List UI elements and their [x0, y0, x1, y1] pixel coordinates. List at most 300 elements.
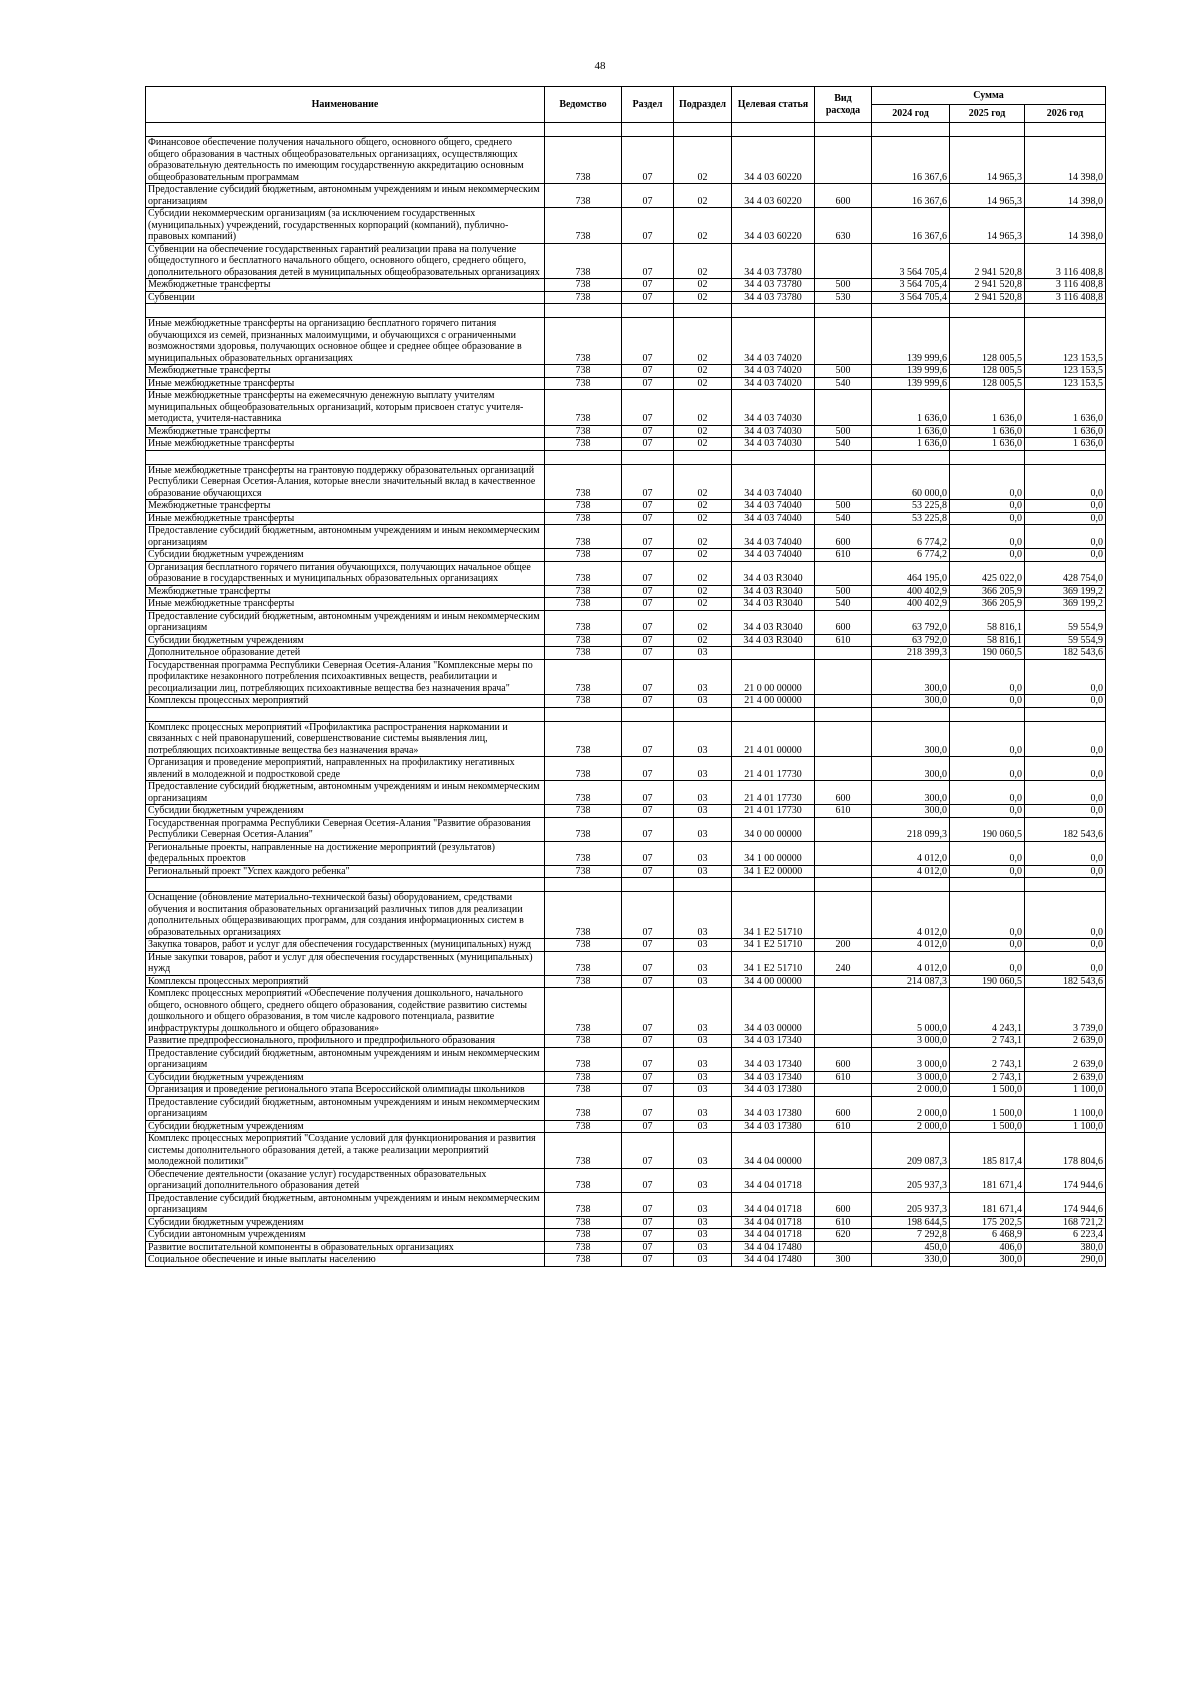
- table-cell-expense-type: 600: [815, 525, 872, 549]
- table-cell-podrazdel: 02: [674, 525, 732, 549]
- table-cell-2025: 0,0: [950, 892, 1025, 939]
- col-header-podrazdel: Подраздел: [674, 87, 732, 123]
- table-cell-podrazdel: 03: [674, 1216, 732, 1229]
- table-cell-2026: 290,0: [1025, 1254, 1106, 1267]
- table-cell-expense-type: 610: [815, 1216, 872, 1229]
- table-cell-vedomstvo: 738: [545, 817, 622, 841]
- table-cell-vedomstvo: 738: [545, 561, 622, 585]
- table-cell-podrazdel: 03: [674, 1168, 732, 1192]
- table-cell-2025: 0,0: [950, 865, 1025, 878]
- table-cell-podrazdel: 02: [674, 318, 732, 365]
- table-cell-2025: 366 205,9: [950, 598, 1025, 611]
- table-cell-expense-type: [815, 561, 872, 585]
- table-cell-razdel: 07: [622, 512, 674, 525]
- table-cell-expense-type: 630: [815, 208, 872, 244]
- table-cell-target-article: 34 1 00 00000: [732, 841, 815, 865]
- table-cell-2024: 2 000,0: [872, 1120, 950, 1133]
- table-cell-2024: 1 636,0: [872, 425, 950, 438]
- table-cell-name: Развитие предпрофессионального, профильного и предпрофильного образования: [146, 1035, 545, 1048]
- table-cell-2026: 0,0: [1025, 695, 1106, 708]
- table-cell-razdel: 07: [622, 1229, 674, 1242]
- table-cell-vedomstvo: 738: [545, 721, 622, 757]
- table-row: [146, 525, 1106, 549]
- table-cell-name: Комплекс процессных мероприятий "Создание условий для функционирования и развития системы дополнительного образования детей, а также реализации мероприятий молодежной политики": [146, 1133, 545, 1169]
- table-cell-razdel: 07: [622, 841, 674, 865]
- table-cell-2024: 205 937,3: [872, 1192, 950, 1216]
- table-cell-2026: 1 636,0: [1025, 438, 1106, 451]
- table-cell-2024: 16 367,6: [872, 137, 950, 184]
- table-cell-podrazdel: 03: [674, 841, 732, 865]
- table-cell-name: Организация и проведение регионального этапа Всероссийской олимпиады школьников: [146, 1084, 545, 1097]
- table-cell-razdel: 07: [622, 390, 674, 426]
- table-cell-podrazdel: 03: [674, 1071, 732, 1084]
- table-cell-2024: 4 012,0: [872, 951, 950, 975]
- table-cell-target-article: 34 4 03 74030: [732, 425, 815, 438]
- table-cell-razdel: 07: [622, 464, 674, 500]
- table-cell-podrazdel: 02: [674, 512, 732, 525]
- table-cell-2025: 1 500,0: [950, 1120, 1025, 1133]
- table-row-spacer: [146, 707, 1106, 721]
- table-row-spacer: [146, 878, 1106, 892]
- table-cell-razdel: 07: [622, 1047, 674, 1071]
- table-cell-name: Предоставление субсидий бюджетным, автономным учреждениям и иным некоммерческим организациям: [146, 1192, 545, 1216]
- table-cell-vedomstvo: 738: [545, 1084, 622, 1097]
- table-cell-2024: 16 367,6: [872, 208, 950, 244]
- table-cell-name: Комплексы процессных мероприятий: [146, 975, 545, 988]
- table-cell-2025: 2 743,1: [950, 1071, 1025, 1084]
- table-cell-target-article: 34 4 03 R3040: [732, 634, 815, 647]
- table-cell-razdel: 07: [622, 425, 674, 438]
- table-cell-podrazdel: 03: [674, 1192, 732, 1216]
- table-cell-name: Обеспечение деятельности (оказание услуг) государственных образовательных организаций дополнительного образования детей: [146, 1168, 545, 1192]
- table-cell-podrazdel: 02: [674, 279, 732, 292]
- table-cell-razdel: 07: [622, 781, 674, 805]
- table-cell-expense-type: [815, 304, 872, 318]
- table-cell-name: Дополнительное образование детей: [146, 647, 545, 660]
- col-header-sum: Сумма: [872, 87, 1106, 105]
- table-cell-2026: 369 199,2: [1025, 585, 1106, 598]
- table-row: [146, 1035, 1106, 1048]
- table-cell-target-article: [732, 304, 815, 318]
- table-cell-expense-type: 500: [815, 279, 872, 292]
- table-cell-2026: 2 639,0: [1025, 1071, 1106, 1084]
- table-row: [146, 865, 1106, 878]
- table-cell-podrazdel: 02: [674, 291, 732, 304]
- table-cell-target-article: 21 4 00 00000: [732, 695, 815, 708]
- table-row: [146, 598, 1106, 611]
- table-cell-2025: 300,0: [950, 1254, 1025, 1267]
- table-cell-expense-type: 540: [815, 377, 872, 390]
- table-cell-expense-type: [815, 390, 872, 426]
- table-cell-vedomstvo: 738: [545, 1035, 622, 1048]
- table-cell-2026: 168 721,2: [1025, 1216, 1106, 1229]
- table-cell-razdel: 07: [622, 647, 674, 660]
- table-row: [146, 757, 1106, 781]
- table-cell-vedomstvo: 738: [545, 243, 622, 279]
- table-cell-name: Субвенции: [146, 291, 545, 304]
- table-cell-2025: 0,0: [950, 512, 1025, 525]
- table-cell-2024: 63 792,0: [872, 634, 950, 647]
- table-cell-name: Комплексы процессных мероприятий: [146, 695, 545, 708]
- table-cell-2025: [950, 304, 1025, 318]
- col-header-name: Наименование: [146, 87, 545, 123]
- table-cell-2026: [1025, 304, 1106, 318]
- table-cell-2024: 3 000,0: [872, 1047, 950, 1071]
- table-cell-2024: 300,0: [872, 695, 950, 708]
- table-cell-expense-type: [815, 1035, 872, 1048]
- table-cell-vedomstvo: 738: [545, 549, 622, 562]
- table-cell-name: Организация бесплатного горячего питания обучающихся, получающих начальное общее образование в государственных и муниципальных образовательных организациях: [146, 561, 545, 585]
- table-row: [146, 988, 1106, 1035]
- table-cell-2024: 6 774,2: [872, 549, 950, 562]
- table-cell-expense-type: 500: [815, 365, 872, 378]
- table-cell-2024: 1 636,0: [872, 438, 950, 451]
- table-cell-2025: 2 941 520,8: [950, 291, 1025, 304]
- table-cell-expense-type: 200: [815, 939, 872, 952]
- table-cell-2025: 0,0: [950, 464, 1025, 500]
- table-row: [146, 390, 1106, 426]
- table-cell-podrazdel: 03: [674, 659, 732, 695]
- table-cell-2024: 330,0: [872, 1254, 950, 1267]
- table-cell-razdel: 07: [622, 208, 674, 244]
- col-header-vedomstvo: Ведомство: [545, 87, 622, 123]
- table-cell-name: Закупка товаров, работ и услуг для обеспечения государственных (муниципальных) нужд: [146, 939, 545, 952]
- table-row: [146, 1084, 1106, 1097]
- table-cell-name: Иные межбюджетные трансферты на ежемесячную денежную выплату учителям муниципальных общеобразовательных организаций, которым присвоен статус учителя-методиста, учителя-наставника: [146, 390, 545, 426]
- table-cell-podrazdel: 03: [674, 781, 732, 805]
- table-cell-2024: [872, 878, 950, 892]
- table-cell-podrazdel: 02: [674, 585, 732, 598]
- table-cell-name: [146, 878, 545, 892]
- table-cell-razdel: 07: [622, 438, 674, 451]
- table-cell-2026: 0,0: [1025, 512, 1106, 525]
- table-cell-2024: 400 402,9: [872, 598, 950, 611]
- table-cell-podrazdel: 03: [674, 1229, 732, 1242]
- table-row: [146, 975, 1106, 988]
- table-cell-podrazdel: 03: [674, 1254, 732, 1267]
- table-cell-podrazdel: 02: [674, 598, 732, 611]
- table-cell-expense-type: [815, 817, 872, 841]
- table-cell-2025: 175 202,5: [950, 1216, 1025, 1229]
- table-cell-razdel: [622, 123, 674, 137]
- table-cell-2024: 3 564 705,4: [872, 243, 950, 279]
- table-cell-expense-type: 610: [815, 1120, 872, 1133]
- table-cell-target-article: 34 4 03 17340: [732, 1047, 815, 1071]
- table-cell-expense-type: 500: [815, 425, 872, 438]
- table-cell-2025: 58 816,1: [950, 634, 1025, 647]
- table-cell-target-article: 34 4 03 73780: [732, 279, 815, 292]
- table-cell-target-article: 34 4 03 74040: [732, 500, 815, 513]
- table-cell-2024: 53 225,8: [872, 500, 950, 513]
- table-cell-2024: 53 225,8: [872, 512, 950, 525]
- table-cell-target-article: 34 1 E2 51710: [732, 951, 815, 975]
- table-cell-vedomstvo: [545, 878, 622, 892]
- table-cell-name: Комплекс процессных мероприятий «Обеспечение получения дошкольного, начального общего, основного общего, среднего общего образования, содействие развитию системы дошкольного и общего образования, в том числе кадрового потенциала, развитие инфраструктуры дошкольного и общего образования»: [146, 988, 545, 1035]
- table-row: [146, 438, 1106, 451]
- table-cell-podrazdel: 03: [674, 695, 732, 708]
- table-cell-expense-type: [815, 865, 872, 878]
- table-cell-target-article: [732, 450, 815, 464]
- table-cell-2024: 7 292,8: [872, 1229, 950, 1242]
- table-cell-expense-type: 540: [815, 438, 872, 451]
- table-cell-razdel: [622, 450, 674, 464]
- table-cell-podrazdel: 02: [674, 425, 732, 438]
- table-body: [146, 123, 1106, 1267]
- table-cell-2026: 0,0: [1025, 865, 1106, 878]
- table-cell-2025: 1 636,0: [950, 390, 1025, 426]
- table-cell-name: Предоставление субсидий бюджетным, автономным учреждениям и иным некоммерческим организациям: [146, 1047, 545, 1071]
- table-cell-target-article: 34 4 03 60220: [732, 208, 815, 244]
- table-cell-target-article: 34 1 E2 51710: [732, 939, 815, 952]
- table-cell-name: Государственная программа Республики Северная Осетия-Алания "Развитие образования Республики Северная Осетия-Алания": [146, 817, 545, 841]
- table-cell-name: Иные межбюджетные трансферты: [146, 438, 545, 451]
- table-row: [146, 659, 1106, 695]
- table-row: [146, 1254, 1106, 1267]
- table-row: [146, 892, 1106, 939]
- table-cell-target-article: 34 4 03 74040: [732, 512, 815, 525]
- table-cell-podrazdel: 02: [674, 137, 732, 184]
- table-cell-target-article: 34 4 03 00000: [732, 988, 815, 1035]
- table-cell-2025: 1 636,0: [950, 425, 1025, 438]
- table-cell-razdel: 07: [622, 184, 674, 208]
- table-cell-2026: [1025, 123, 1106, 137]
- table-cell-name: Иные межбюджетные трансферты: [146, 598, 545, 611]
- table-cell-2025: 1 500,0: [950, 1096, 1025, 1120]
- table-cell-2025: 190 060,5: [950, 817, 1025, 841]
- table-row: [146, 1096, 1106, 1120]
- table-cell-expense-type: [815, 721, 872, 757]
- table-row-spacer: [146, 304, 1106, 318]
- table-cell-expense-type: 600: [815, 1192, 872, 1216]
- table-cell-2026: 6 223,4: [1025, 1229, 1106, 1242]
- table-cell-vedomstvo: 738: [545, 1168, 622, 1192]
- table-cell-2025: [950, 123, 1025, 137]
- table-cell-razdel: 07: [622, 1035, 674, 1048]
- table-cell-expense-type: [815, 975, 872, 988]
- table-cell-2024: 4 012,0: [872, 865, 950, 878]
- table-cell-2026: 1 636,0: [1025, 390, 1106, 426]
- table-cell-razdel: 07: [622, 243, 674, 279]
- table-cell-2026: 0,0: [1025, 841, 1106, 865]
- table-cell-2025: 0,0: [950, 757, 1025, 781]
- table-cell-name: Социальное обеспечение и иные выплаты населению: [146, 1254, 545, 1267]
- table-cell-2026: 0,0: [1025, 464, 1106, 500]
- table-cell-vedomstvo: 738: [545, 634, 622, 647]
- table-cell-target-article: 34 4 03 17340: [732, 1071, 815, 1084]
- table-cell-2025: 185 817,4: [950, 1133, 1025, 1169]
- table-cell-razdel: 07: [622, 549, 674, 562]
- table-cell-2025: 0,0: [950, 805, 1025, 818]
- table-cell-vedomstvo: 738: [545, 1133, 622, 1169]
- table-cell-expense-type: [815, 243, 872, 279]
- table-cell-target-article: 34 4 03 R3040: [732, 585, 815, 598]
- table-cell-razdel: 07: [622, 610, 674, 634]
- page-number: 48: [594, 60, 606, 72]
- table-cell-target-article: 34 4 03 74020: [732, 377, 815, 390]
- table-cell-vedomstvo: 738: [545, 781, 622, 805]
- table-cell-name: Межбюджетные трансферты: [146, 425, 545, 438]
- table-cell-expense-type: [815, 137, 872, 184]
- table-cell-2025: 0,0: [950, 951, 1025, 975]
- table-cell-name: Субсидии бюджетным учреждениям: [146, 1216, 545, 1229]
- table-cell-target-article: 34 0 00 00000: [732, 817, 815, 841]
- table-cell-podrazdel: [674, 878, 732, 892]
- table-row-spacer: [146, 450, 1106, 464]
- table-cell-razdel: 07: [622, 1216, 674, 1229]
- table-cell-2026: 2 639,0: [1025, 1035, 1106, 1048]
- table-cell-vedomstvo: 738: [545, 1071, 622, 1084]
- table-cell-2026: 123 153,5: [1025, 377, 1106, 390]
- table-cell-razdel: 07: [622, 695, 674, 708]
- table-cell-2026: 0,0: [1025, 939, 1106, 952]
- table-cell-podrazdel: 03: [674, 1133, 732, 1169]
- table-row: [146, 695, 1106, 708]
- table-cell-expense-type: [815, 988, 872, 1035]
- table-cell-2025: 1 636,0: [950, 438, 1025, 451]
- table-cell-vedomstvo: 738: [545, 1096, 622, 1120]
- table-cell-2024: 214 087,3: [872, 975, 950, 988]
- table-cell-vedomstvo: 738: [545, 975, 622, 988]
- table-row: [146, 647, 1106, 660]
- table-cell-podrazdel: 03: [674, 817, 732, 841]
- table-cell-2026: 0,0: [1025, 525, 1106, 549]
- table-cell-target-article: 34 4 03 R3040: [732, 598, 815, 611]
- table-cell-expense-type: 600: [815, 184, 872, 208]
- table-cell-2024: 218 399,3: [872, 647, 950, 660]
- table-cell-target-article: 34 4 03 74040: [732, 549, 815, 562]
- table-row: [146, 208, 1106, 244]
- table-cell-2025: 181 671,4: [950, 1192, 1025, 1216]
- table-cell-2025: 0,0: [950, 525, 1025, 549]
- table-cell-2025: 14 965,3: [950, 208, 1025, 244]
- table-cell-razdel: 07: [622, 137, 674, 184]
- table-cell-name: Субсидии бюджетным учреждениям: [146, 634, 545, 647]
- table-row: [146, 1229, 1106, 1242]
- table-row: [146, 279, 1106, 292]
- table-cell-2026: 182 543,6: [1025, 817, 1106, 841]
- table-cell-2026: 0,0: [1025, 781, 1106, 805]
- table-cell-2025: 406,0: [950, 1241, 1025, 1254]
- table-cell-razdel: 07: [622, 585, 674, 598]
- col-header-year-2026: 2026 год: [1025, 105, 1106, 123]
- table-cell-expense-type: 530: [815, 291, 872, 304]
- table-row: [146, 425, 1106, 438]
- table-cell-expense-type: 540: [815, 598, 872, 611]
- table-cell-name: Субсидии бюджетным учреждениям: [146, 1071, 545, 1084]
- table-cell-vedomstvo: 738: [545, 939, 622, 952]
- table-cell-2024: 300,0: [872, 781, 950, 805]
- table-cell-name: Субсидии бюджетным учреждениям: [146, 549, 545, 562]
- table-row: [146, 1047, 1106, 1071]
- table-cell-name: Иные межбюджетные трансферты на грантовую поддержку образовательных организаций Республики Северная Осетия-Алания, которые внесли значительный вклад в качественное образование обучающихся: [146, 464, 545, 500]
- table-cell-2024: 4 012,0: [872, 939, 950, 952]
- table-row: [146, 318, 1106, 365]
- table-cell-target-article: 34 4 03 74020: [732, 318, 815, 365]
- table-cell-2025: 2 743,1: [950, 1047, 1025, 1071]
- table-cell-vedomstvo: 738: [545, 390, 622, 426]
- table-cell-2024: [872, 707, 950, 721]
- table-cell-target-article: 34 4 03 74040: [732, 525, 815, 549]
- table-cell-name: Региональный проект "Успех каждого ребенка": [146, 865, 545, 878]
- table-cell-2026: 0,0: [1025, 892, 1106, 939]
- table-cell-expense-type: 300: [815, 1254, 872, 1267]
- table-row: [146, 137, 1106, 184]
- table-cell-razdel: [622, 878, 674, 892]
- table-cell-2025: 2 743,1: [950, 1035, 1025, 1048]
- table-cell-vedomstvo: 738: [545, 647, 622, 660]
- table-cell-2024: 3 564 705,4: [872, 291, 950, 304]
- table-row: [146, 805, 1106, 818]
- table-cell-target-article: 34 4 04 17480: [732, 1254, 815, 1267]
- table-cell-vedomstvo: 738: [545, 757, 622, 781]
- table-cell-2024: 198 644,5: [872, 1216, 950, 1229]
- table-cell-name: [146, 304, 545, 318]
- table-cell-vedomstvo: 738: [545, 598, 622, 611]
- table-cell-target-article: 21 4 01 17730: [732, 757, 815, 781]
- table-cell-2025: 0,0: [950, 841, 1025, 865]
- table-cell-expense-type: 600: [815, 1096, 872, 1120]
- table-cell-podrazdel: 03: [674, 1120, 732, 1133]
- col-header-target-article: Целевая статья: [732, 87, 815, 123]
- table-cell-name: Финансовое обеспечение получения начального общего, основного общего, среднего общего образования в частных общеобразовательных организациях, осуществляющих образовательную деятельность по имеющим государственную аккредитацию основным общеобразовательным программам: [146, 137, 545, 184]
- table-row: [146, 610, 1106, 634]
- table-cell-target-article: 34 4 00 00000: [732, 975, 815, 988]
- table-cell-2025: 128 005,5: [950, 318, 1025, 365]
- table-cell-podrazdel: 03: [674, 975, 732, 988]
- table-cell-vedomstvo: 738: [545, 1120, 622, 1133]
- table-row: [146, 464, 1106, 500]
- table-cell-name: [146, 707, 545, 721]
- table-cell-razdel: 07: [622, 951, 674, 975]
- table-cell-razdel: 07: [622, 1084, 674, 1097]
- table-cell-vedomstvo: 738: [545, 659, 622, 695]
- table-cell-target-article: 34 4 04 01718: [732, 1192, 815, 1216]
- table-row: [146, 1133, 1106, 1169]
- table-cell-2026: 3 116 408,8: [1025, 291, 1106, 304]
- table-row: [146, 721, 1106, 757]
- table-cell-target-article: 34 4 03 17380: [732, 1096, 815, 1120]
- table-cell-2025: 1 500,0: [950, 1084, 1025, 1097]
- table-cell-target-article: 34 4 04 01718: [732, 1216, 815, 1229]
- table-cell-vedomstvo: 738: [545, 1047, 622, 1071]
- table-cell-2026: 369 199,2: [1025, 598, 1106, 611]
- table-cell-target-article: 34 1 E2 00000: [732, 865, 815, 878]
- table-cell-2026: 14 398,0: [1025, 137, 1106, 184]
- table-cell-2024: 300,0: [872, 721, 950, 757]
- table-cell-2025: 58 816,1: [950, 610, 1025, 634]
- table-cell-razdel: 07: [622, 988, 674, 1035]
- table-cell-2025: 128 005,5: [950, 365, 1025, 378]
- table-cell-2025: [950, 707, 1025, 721]
- table-cell-2026: [1025, 450, 1106, 464]
- table-cell-2025: 0,0: [950, 500, 1025, 513]
- table-cell-podrazdel: 03: [674, 939, 732, 952]
- table-cell-vedomstvo: 738: [545, 1192, 622, 1216]
- table-cell-razdel: 07: [622, 805, 674, 818]
- table-cell-target-article: 34 4 03 74040: [732, 464, 815, 500]
- table-cell-podrazdel: 03: [674, 988, 732, 1035]
- table-cell-podrazdel: 03: [674, 1241, 732, 1254]
- table-cell-vedomstvo: 738: [545, 695, 622, 708]
- table-cell-razdel: 07: [622, 1071, 674, 1084]
- table-cell-name: Предоставление субсидий бюджетным, автономным учреждениям и иным некоммерческим организациям: [146, 1096, 545, 1120]
- table-cell-target-article: 34 4 03 73780: [732, 243, 815, 279]
- table-cell-vedomstvo: 738: [545, 1216, 622, 1229]
- table-cell-razdel: 07: [622, 865, 674, 878]
- table-cell-target-article: 34 4 03 73780: [732, 291, 815, 304]
- table-cell-2026: 0,0: [1025, 549, 1106, 562]
- table-cell-vedomstvo: 738: [545, 892, 622, 939]
